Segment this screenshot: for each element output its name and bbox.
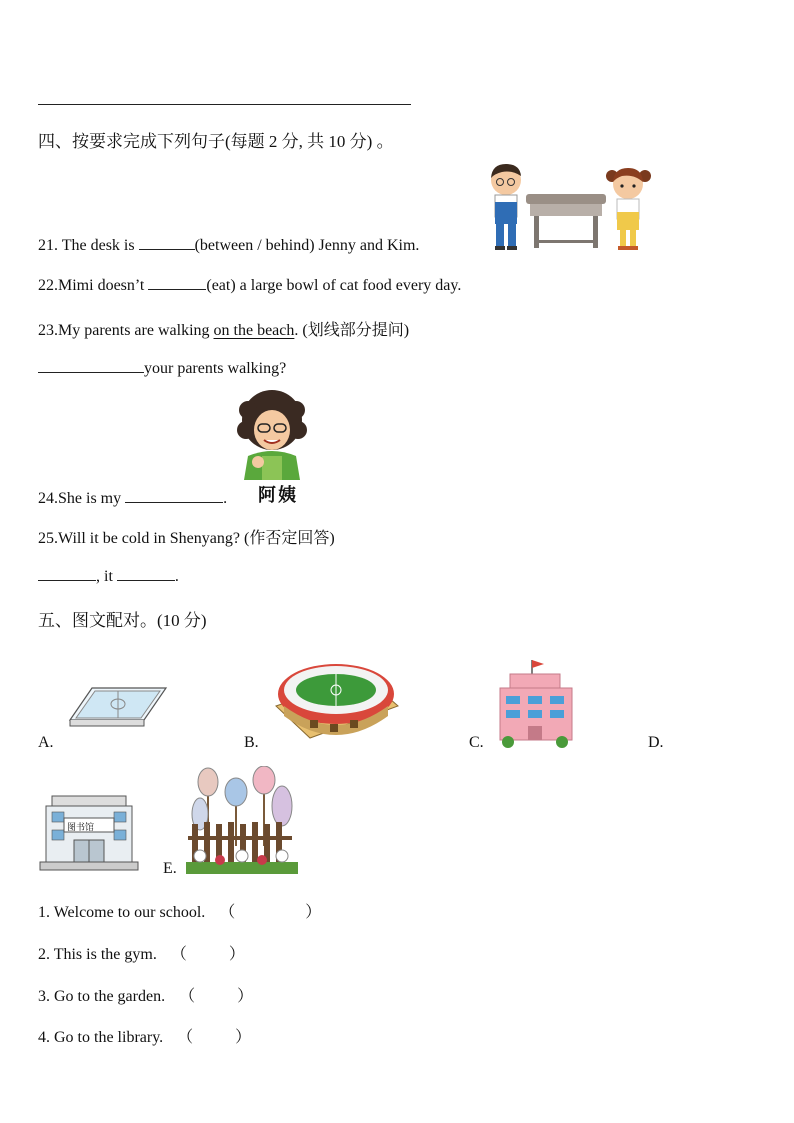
library-image <box>38 794 140 874</box>
kids-desk-illustration <box>482 162 654 252</box>
question-24: 24.She is my . <box>38 490 228 507</box>
auntie-label: 阿姨 <box>258 485 298 506</box>
auntie-illustration <box>236 390 308 480</box>
section-5-title: 五、图文配对。(10 分) <box>38 611 207 630</box>
question-23-answer: your parents walking? <box>38 358 286 378</box>
option-e-label: E. <box>163 860 177 877</box>
answer-line-top <box>38 104 411 105</box>
answer-blank-21[interactable] <box>139 235 195 250</box>
answer-blank-22[interactable] <box>148 275 206 290</box>
option-b-label: B. <box>244 734 259 751</box>
desk <box>526 194 606 248</box>
answer-blank-23[interactable] <box>38 358 144 373</box>
match-item-3: 3. Go to the garden. （ ） <box>38 988 254 1005</box>
section-4-title: 四、按要求完成下列句子(每题 2 分, 共 10 分) 。 <box>38 132 394 151</box>
match-item-2: 2. This is the gym. （ ） <box>38 946 245 963</box>
question-22: 22.Mimi doesn’t (eat) a large bowl of cat food every day. <box>38 277 462 294</box>
match-item-1: 1. Welcome to our school. （ ） <box>38 904 322 921</box>
option-a-label: A. <box>38 734 54 751</box>
answer-blank-25b[interactable] <box>117 566 175 581</box>
stadium-image <box>270 646 402 746</box>
question-21: 21. The desk is (between / behind) Jenny and Kim. <box>38 237 420 254</box>
question-23: 23.My parents are walking on the beach. (划线部分提问) <box>38 322 410 339</box>
boy-figure <box>491 164 521 250</box>
option-d-label: D. <box>648 734 664 751</box>
library-sign: 图书馆 <box>67 823 95 833</box>
garden-image <box>186 766 298 876</box>
school-image <box>496 658 578 748</box>
match-item-4: 4. Go to the library. （ ） <box>38 1029 252 1046</box>
answer-blank-24[interactable] <box>125 488 223 503</box>
option-c-label: C. <box>469 734 484 751</box>
question-25-answer: , it . <box>38 566 179 586</box>
answer-blank-25a[interactable] <box>38 566 96 581</box>
underlined-phrase: on the beach <box>213 322 295 339</box>
playground-image <box>64 682 170 738</box>
question-25: 25.Will it be cold in Shenyang? (作否定回答) <box>38 530 335 547</box>
girl-figure <box>606 168 651 250</box>
